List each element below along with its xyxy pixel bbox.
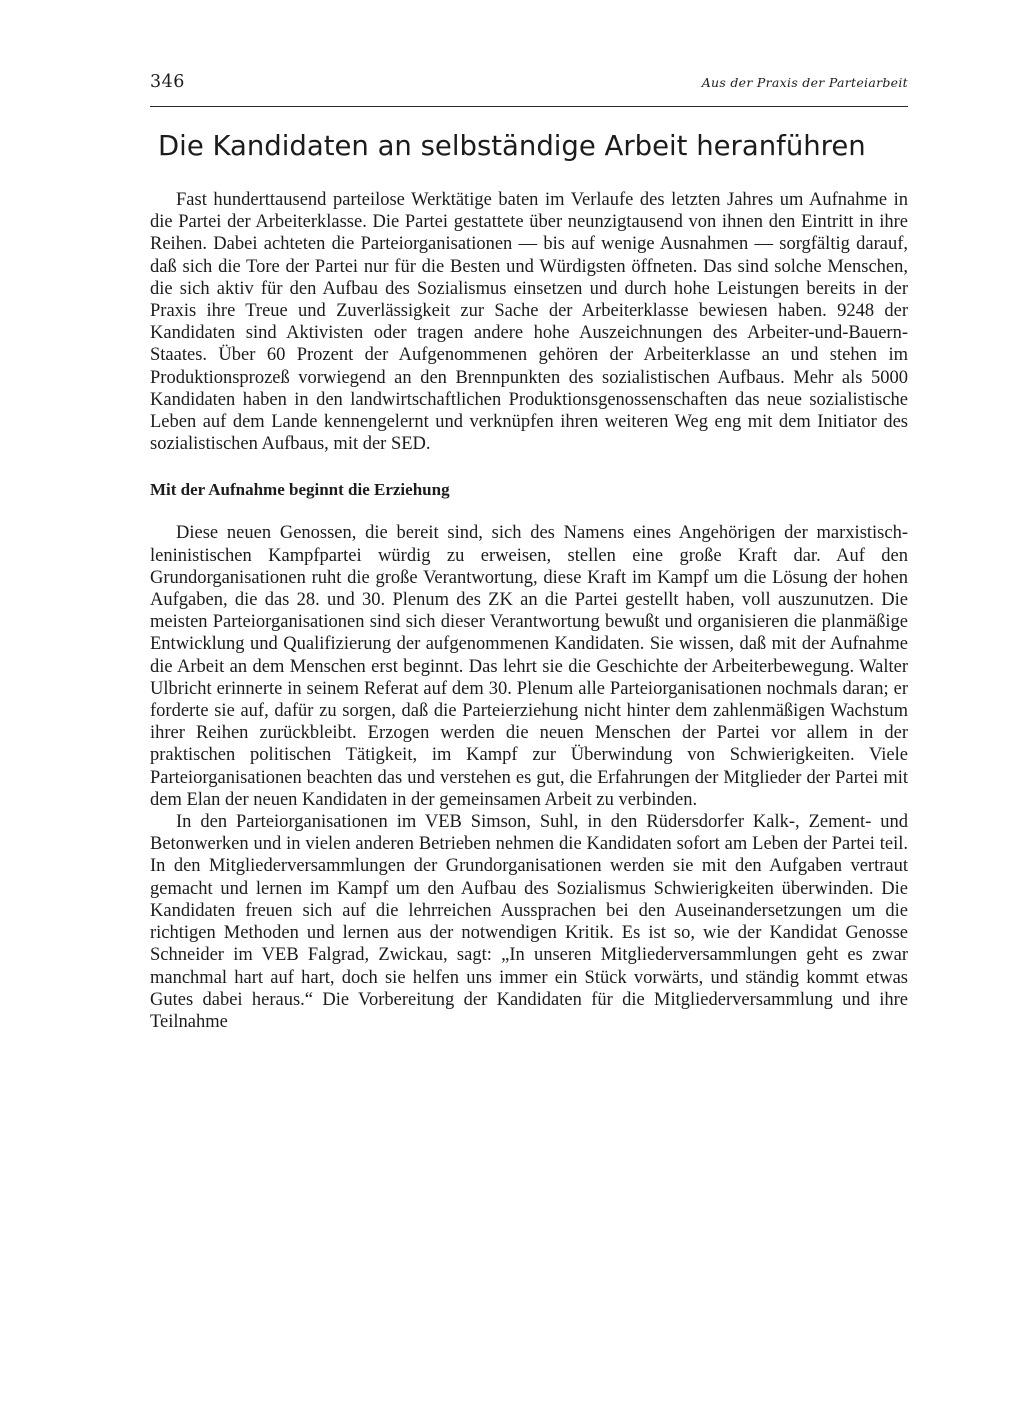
paragraph-2: Diese neuen Genossen, die bereit sind, sich des Namens eines Angehörigen der marxistisch-leninistischen Kampfpartei würdig zu erweisen, stellen eine große Kraft dar. Auf den Grundorganisationen ruht die große Verantwortung, diese Kraft im Kampf um die Lösung der hohen Aufgaben, die das 28. und 30. Plenum des ZK an die Partei gestellt haben, voll auszunutzen. Die meisten Parteiorganisationen sind sich dieser Verantwortung bewußt und organisieren die planmäßige Entwicklung und Qualifizierung der aufgenommenen Kandidaten. Sie wissen, daß mit der Aufnahme die Arbeit an dem Menschen erst beginnt. Das lehrt sie die Geschichte der Arbeiterbewegung. Walter Ulbricht erinnerte in seinem Referat auf dem 30. Plenum alle Parteiorganisationen nochmals daran; er forderte sie auf, dafür zu sorgen, daß die Parteierziehung nicht hinter dem zahlenmäßigen Wachstum ihrer Reihen zurückbleibt. Erzogen werden die neuen Menschen der Partei vor allem in der praktischen politischen Tätigkeit, im Kampf zur Überwindung von Schwierigkeiten. Viele Parteiorganisationen beachten das und verstehen es gut, die Erfahrungen der Mitglieder der Partei mit dem Elan der neuen Kandidaten in der gemeinsamen Arbeit zu verbinden. bbox=[150, 523, 908, 810]
paragraph-3: In den Parteiorganisationen im VEB Simson, Suhl, in den Rüdersdorfer Kalk-, Zement- und Betonwerken und in vielen anderen Betrieben nehmen die Kandidaten sofort am Leben der Partei teil. In den Mitgliederversammlungen der Grundorganisationen werden sie mit den Aufgaben vertraut gemacht und lernen im Kampf um den Aufbau des Sozialismus Schwierigkeiten überwinden. Die Kandidaten freuen sich auf die lehrreichen Aussprachen bei den Auseinandersetzungen um die richtigen Methoden und lernen aus der notwendigen Kritik. Es ist so, wie der Kandidat Genosse Schneider im VEB Falgrad, Zwickau, sagt: „In unseren Mitgliederversammlungen geht es zwar manchmal hart auf hart, doch sie helfen uns immer ein Stück vorwärts, und ständig kommt etwas Gutes dabei heraus.“ Die Vorbereitung der Kandidaten für die Mitgliederversammlung und ihre Teilnahme bbox=[150, 812, 908, 1032]
document-page bbox=[150, 72, 908, 1033]
article-title: Die Kandidaten an selbständige Arbeit heranführen bbox=[158, 130, 866, 162]
article-body bbox=[150, 189, 908, 1033]
section-subheading: Mit der Aufnahme beginnt die Erziehung bbox=[150, 480, 450, 500]
running-header bbox=[150, 72, 908, 107]
paragraph-1: Fast hunderttausend parteilose Werktätige baten im Verlaufe des letzten Jahres um Aufnahme in die Partei der Arbeiterklasse. Die Partei gestattete über neunzigtausend von ihnen den Eintritt in ihre Reihen. Dabei achteten die Parteiorganisationen — bis auf wenige Ausnahmen — sorgfältig darauf, daß sich die Tore der Partei nur für die Besten und Würdigsten öffneten. Das sind solche Menschen, die sich aktiv für den Aufbau des Sozialismus einsetzen und durch hohe Leistungen bereits in der Praxis ihre Treue und Zuverlässigkeit zur Sache der Arbeiterklasse bewiesen haben. 9248 der Kandidaten sind Aktivisten oder tragen andere hohe Auszeichnungen des Arbeiter-und-Bauern-Staates. Über 60 Prozent der Aufgenommenen gehören der Arbeiterklasse an und stehen im Produktionsprozeß vorwiegend an den Brennpunkten des sozialistischen Aufbaus. Mehr als 5000 Kandidaten haben in den landwirtschaftlichen Produktionsgenossenschaften das neue sozialistische Leben auf dem Lande kennengelernt und verknüpfen ihren weiteren Weg eng mit dem Initiator des sozialistischen Aufbaus, mit der SED. bbox=[150, 190, 908, 455]
section-label: Aus der Praxis der Parteiarbeit bbox=[701, 75, 908, 90]
page-number: 346 bbox=[150, 72, 185, 92]
